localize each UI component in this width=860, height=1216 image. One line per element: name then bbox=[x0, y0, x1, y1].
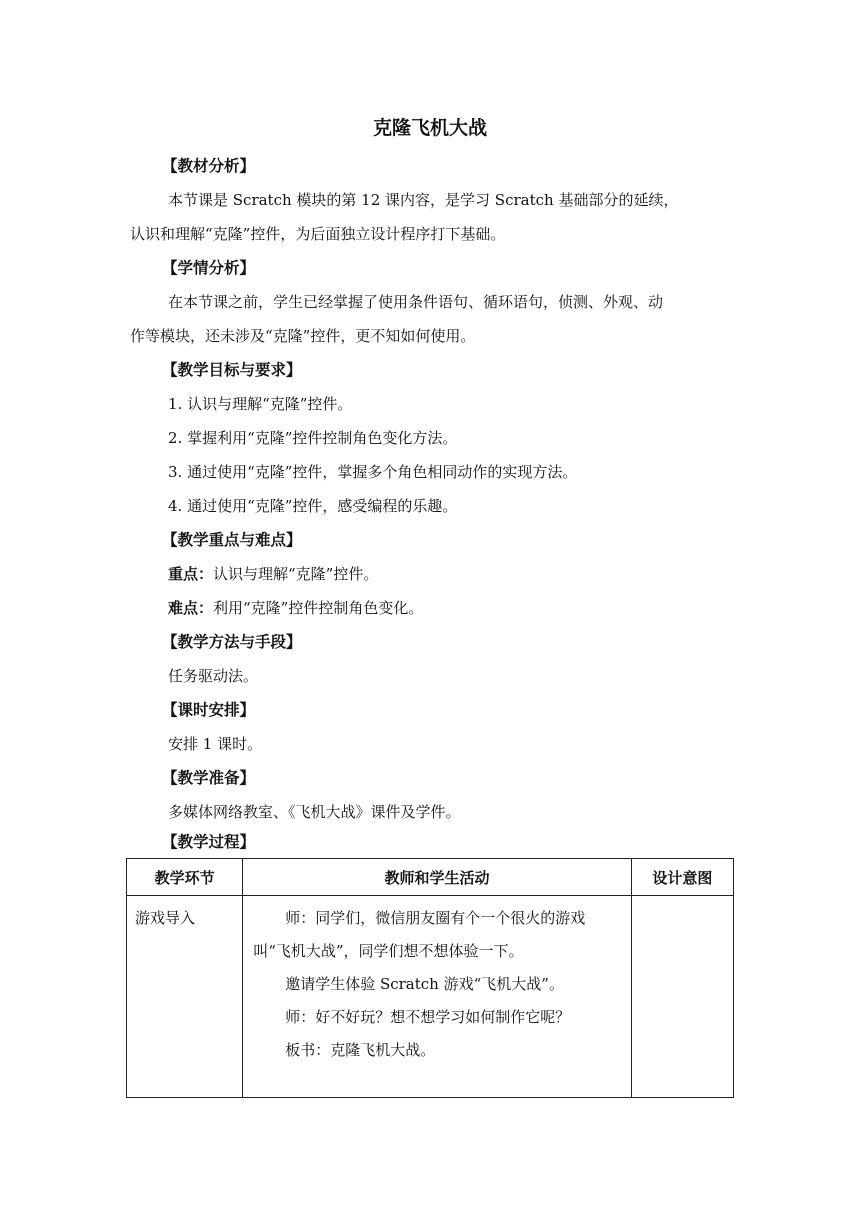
heading-goals: 【教学目标与要求】 bbox=[162, 361, 302, 379]
keypoint-line bbox=[168, 562, 378, 586]
activity-line-1: 师：同学们，微信朋友圈有个一个很火的游戏 bbox=[285, 909, 586, 927]
heading-schedule: 【课时安排】 bbox=[162, 701, 256, 719]
table-row bbox=[127, 896, 734, 1098]
key-text: 认识与理解“克隆”控件。 bbox=[213, 565, 379, 583]
goal-item-2: 2. 掌握利用“克隆”控件控制角色变化方法。 bbox=[168, 429, 458, 447]
column-header-intent: 设计意图 bbox=[631, 859, 733, 896]
activity-line-5: 板书：克隆飞机大战。 bbox=[285, 1041, 436, 1059]
material-line-2: 认识和理解“克隆”控件，为后面独立设计程序打下基础。 bbox=[130, 225, 506, 243]
material-line-1: 本节课是 Scratch 模块的第 12 课内容，是学习 Scratch 基础部分的延续， bbox=[168, 191, 679, 209]
goal-item-3: 3. 通过使用“克隆”控件，掌握多个角色相同动作的实现方法。 bbox=[168, 463, 578, 481]
method-text: 任务驱动法。 bbox=[168, 667, 259, 685]
page-title: 克隆飞机大战 bbox=[372, 117, 487, 139]
activity-line-3: 邀请学生体验 Scratch 游戏“飞机大战”。 bbox=[285, 975, 564, 993]
goal-item-4: 4. 通过使用“克隆”控件，感受编程的乐趣。 bbox=[168, 497, 458, 515]
students-line-1: 在本节课之前，学生已经掌握了使用条件语句、循环语句，侦测、外观、动 bbox=[168, 293, 664, 311]
table-header-row bbox=[127, 859, 734, 896]
heading-students: 【学情分析】 bbox=[162, 259, 256, 277]
activity-cell bbox=[243, 896, 632, 1098]
process-table bbox=[126, 858, 734, 1098]
difficulty-label: 难点： bbox=[168, 599, 214, 617]
activity-line-2: 叫“飞机大战”，同学们想不想体验一下。 bbox=[253, 942, 524, 960]
heading-keypoints: 【教学重点与难点】 bbox=[162, 531, 302, 549]
column-header-activity: 教师和学生活动 bbox=[243, 859, 632, 896]
key-label: 重点： bbox=[168, 565, 214, 583]
heading-method: 【教学方法与手段】 bbox=[162, 633, 302, 651]
heading-prep: 【教学准备】 bbox=[162, 769, 256, 787]
heading-material: 【教材分析】 bbox=[162, 157, 256, 175]
stage-cell: 游戏导入 bbox=[127, 896, 243, 1098]
goal-item-1: 1. 认识与理解“克隆”控件。 bbox=[168, 395, 353, 413]
heading-process: 【教学过程】 bbox=[162, 833, 256, 851]
activity-line-4: 师：好不好玩？想不想学习如何制作它呢？ bbox=[285, 1008, 571, 1026]
column-header-stage: 教学环节 bbox=[127, 859, 243, 896]
schedule-text: 安排 1 课时。 bbox=[168, 735, 263, 753]
intent-cell bbox=[631, 896, 733, 1098]
difficulty-line bbox=[168, 596, 423, 620]
difficulty-text: 利用“克隆”控件控制角色变化。 bbox=[213, 599, 424, 617]
prep-text: 多媒体网络教室、《飞机大战》课件及学件。 bbox=[168, 803, 461, 821]
students-line-2: 作等模块，还未涉及“克隆”控件，更不知如何使用。 bbox=[130, 327, 476, 345]
